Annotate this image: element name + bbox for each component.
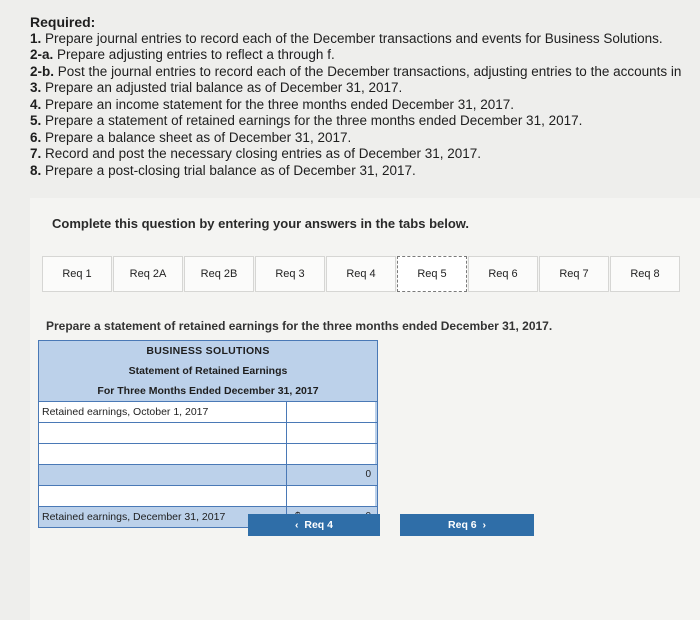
table-row bbox=[39, 401, 377, 422]
requirement-3: 3. Prepare an adjusted trial balance as of December 31, 2017. bbox=[30, 80, 403, 95]
chevron-left-icon: ‹ bbox=[295, 519, 299, 531]
required-heading: Required: bbox=[30, 14, 96, 30]
chevron-right-icon: › bbox=[482, 519, 486, 531]
tab-req-6[interactable]: Req 6 bbox=[468, 256, 538, 292]
requirement-2a: 2-a. Prepare adjusting entries to reflect a through f. bbox=[30, 47, 335, 62]
requirement-7: 7. Record and post the necessary closing entries as of December 31, 2017. bbox=[30, 146, 482, 161]
statement-title: Statement of Retained Earnings bbox=[128, 365, 288, 377]
next-requirement-button[interactable] bbox=[400, 514, 534, 536]
table-row bbox=[39, 464, 377, 485]
tab-req-2b[interactable]: Req 2B bbox=[184, 256, 254, 292]
requirement-tabs bbox=[42, 256, 681, 292]
tab-req-2a[interactable]: Req 2A bbox=[113, 256, 183, 292]
requirement-1: 1. Prepare journal entries to record each of the December transactions and events for Business Solutions. bbox=[30, 30, 663, 46]
requirement-2b: 2-b. Post the journal entries to record each of the December transactions, adjusting entries to the accounts in bbox=[30, 63, 682, 79]
tab-req-4[interactable]: Req 4 bbox=[326, 256, 396, 292]
requirement-6: 6. Prepare a balance sheet as of December 31, 2017. bbox=[30, 129, 352, 145]
tab-req-5[interactable]: Req 5 bbox=[397, 256, 467, 292]
tab-req-7[interactable]: Req 7 bbox=[539, 256, 609, 292]
retained-earnings-statement bbox=[38, 340, 378, 528]
requirement-4: 4. Prepare an income statement for the three months ended December 31, 2017. bbox=[30, 96, 515, 112]
tab-prompt: Prepare a statement of retained earnings for the three months ended December 31, 2017. bbox=[46, 319, 553, 333]
previous-button-label: Req 4 bbox=[304, 519, 333, 531]
row-2-label-input[interactable] bbox=[39, 423, 287, 443]
row-3-amount-input[interactable] bbox=[287, 444, 375, 464]
opening-balance-label: Retained earnings, October 1, 2017 bbox=[39, 402, 287, 422]
table-row bbox=[39, 422, 377, 443]
statement-period: For Three Months Ended December 31, 2017 bbox=[97, 385, 319, 397]
closing-balance-label: Retained earnings, December 31, 2017 bbox=[39, 507, 287, 527]
row-3-label-input[interactable] bbox=[39, 444, 287, 464]
previous-requirement-button[interactable] bbox=[248, 514, 380, 536]
table-row bbox=[39, 443, 377, 464]
question-panel bbox=[30, 198, 700, 620]
tab-req-8[interactable]: Req 8 bbox=[610, 256, 680, 292]
next-button-label: Req 6 bbox=[448, 519, 477, 531]
requirements-list bbox=[30, 14, 700, 179]
requirement-5: 5. Prepare a statement of retained earnings for the three months ended December 31, 2017. bbox=[30, 113, 583, 128]
row-2-amount-input[interactable] bbox=[287, 423, 375, 443]
tab-req-3[interactable]: Req 3 bbox=[255, 256, 325, 292]
row-5-label-input[interactable] bbox=[39, 486, 287, 506]
opening-balance-input[interactable] bbox=[287, 402, 375, 422]
subtotal-value: 0 bbox=[287, 465, 375, 485]
instruction-text: Complete this question by entering your answers in the tabs below. bbox=[52, 216, 470, 231]
table-row bbox=[39, 485, 377, 506]
requirement-8: 8. Prepare a post-closing trial balance as of December 31, 2017. bbox=[30, 162, 416, 178]
row-5-amount-input[interactable] bbox=[287, 486, 375, 506]
company-name: BUSINESS SOLUTIONS bbox=[146, 345, 270, 357]
tab-req-1[interactable]: Req 1 bbox=[42, 256, 112, 292]
subtotal-label bbox=[39, 465, 287, 485]
